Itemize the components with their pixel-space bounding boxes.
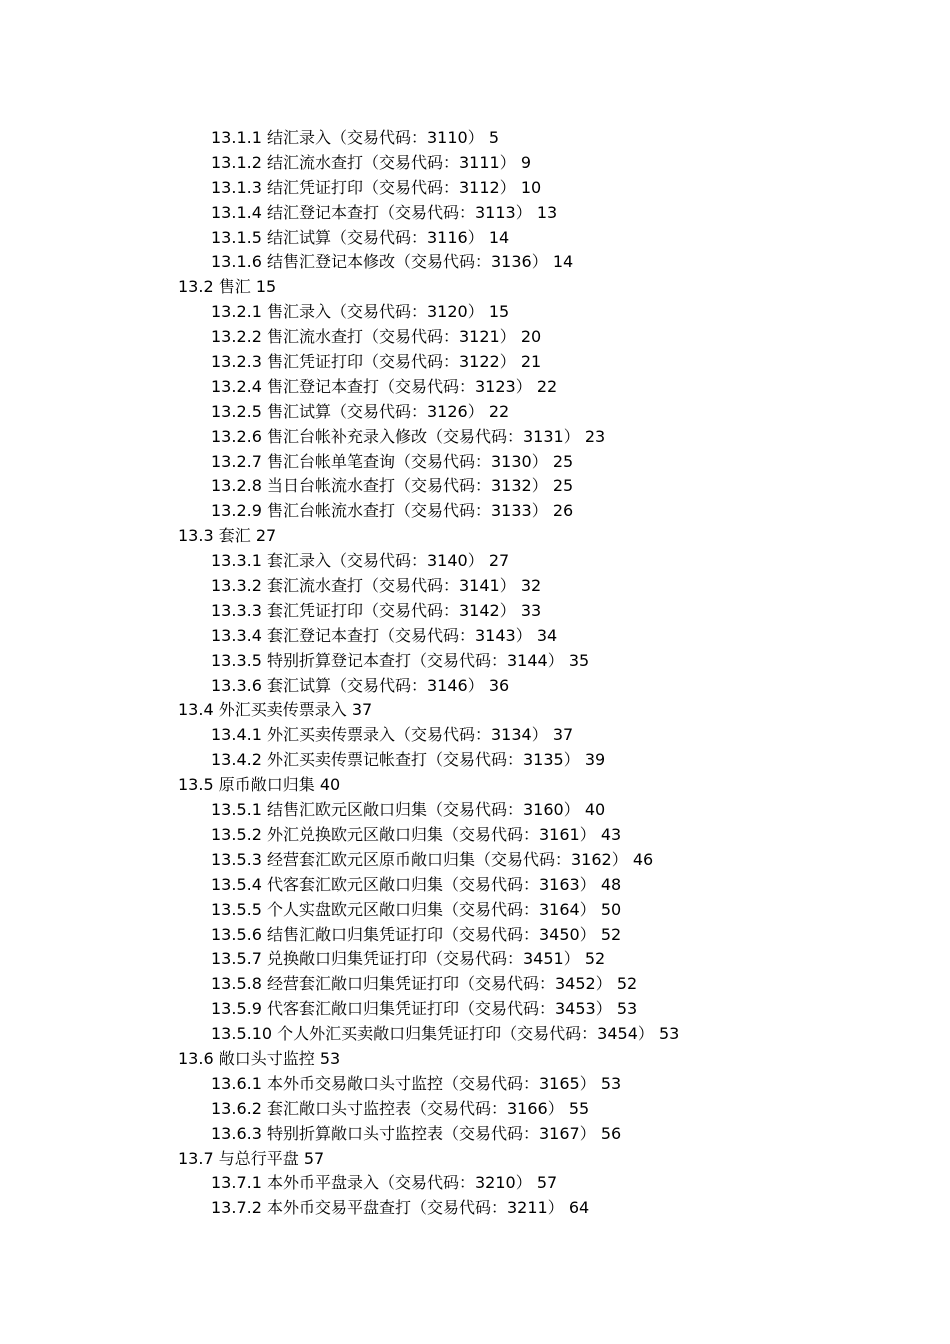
toc-entry-title: 套汇录入（交易代码：3140） [266,551,484,571]
toc-entry-page: 52 [584,949,606,969]
toc-entry-title: 外汇买卖传票录入（交易代码：3134） [266,725,548,745]
toc-subsection-entry[interactable] [0,574,679,599]
toc-entry-page: 14 [488,227,510,247]
toc-entry-page: 37 [351,700,373,720]
toc-entry-number: 13.6.1 [211,1073,262,1093]
toc-entry-number: 13.4.2 [211,750,262,770]
toc-entry-number: 13.5.3 [211,849,262,869]
toc-entry-number: 13.6.3 [211,1123,262,1143]
toc-section-entry[interactable] [0,1147,679,1172]
toc-entry-page: 15 [255,277,277,297]
toc-entry-page: 39 [584,750,606,770]
toc-entry-title: 兑换敞口归集凭证打印（交易代码：3451） [266,949,580,969]
toc-entry-number: 13.5.6 [211,924,262,944]
toc-subsection-entry[interactable] [0,997,679,1022]
toc-entry-title: 当日台帐流水查打（交易代码：3132） [266,476,548,496]
toc-entry-title: 结汇试算（交易代码：3116） [266,227,484,247]
toc-entry-number: 13.5.1 [211,800,262,820]
toc-entry-number: 13.1.6 [211,252,262,272]
toc-entry-page: 46 [632,849,654,869]
toc-entry-page: 25 [552,476,574,496]
toc-entry-page: 14 [552,252,574,272]
toc-entry-title: 套汇登记本查打（交易代码：3143） [266,625,532,645]
toc-entry-page: 43 [600,824,622,844]
toc-entry-title: 外汇兑换欧元区敞口归集（交易代码：3161） [266,824,596,844]
toc-entry-page: 26 [552,501,574,521]
toc-entry-number: 13.2.9 [211,501,262,521]
toc-entry-title: 售汇登记本查打（交易代码：3123） [266,376,532,396]
toc-entry-title: 代客套汇欧元区敞口归集（交易代码：3163） [266,874,596,894]
toc-entry-page: 57 [536,1173,558,1193]
toc-entry-page: 13 [536,202,558,222]
toc-entry-page: 52 [616,974,638,994]
toc-entry-page: 40 [584,800,606,820]
toc-subsection-entry[interactable] [0,649,679,674]
toc-entry-page: 40 [319,775,341,795]
toc-entry-number: 13.5.5 [211,899,262,919]
toc-entry-number: 13.2.4 [211,376,262,396]
toc-subsection-entry[interactable] [0,873,679,898]
toc-entry-page: 53 [616,999,638,1019]
toc-entry-title: 套汇流水查打（交易代码：3141） [266,576,516,596]
toc-entry-page: 36 [488,675,510,695]
toc-subsection-entry[interactable] [0,226,679,251]
toc-subsection-entry[interactable] [0,325,679,350]
toc-entry-title: 经营套汇敞口归集凭证打印（交易代码：3452） [266,974,612,994]
toc-entry-number: 13.2.2 [211,327,262,347]
toc-subsection-entry[interactable] [0,126,679,151]
toc-entry-title: 本外币交易平盘查打（交易代码：3211） [266,1198,564,1218]
toc-entry-number: 13.1.2 [211,152,262,172]
toc-entry-title: 售汇流水查打（交易代码：3121） [266,327,516,347]
toc-entry-title: 特别折算敞口头寸监控表（交易代码：3167） [266,1123,596,1143]
toc-subsection-entry[interactable] [0,1122,679,1147]
toc-entry-title: 售汇录入（交易代码：3120） [266,302,484,322]
toc-section-entry[interactable] [0,524,679,549]
toc-entry-number: 13.2.7 [211,451,262,471]
toc-section-entry[interactable] [0,1047,679,1072]
toc-entry-number: 13.7.2 [211,1198,262,1218]
toc-entry-title: 外汇买卖传票录入 [218,700,347,720]
toc-entry-title: 原币敞口归集 [218,775,315,795]
toc-entry-page: 23 [584,426,606,446]
toc-subsection-entry[interactable] [0,450,679,475]
toc-entry-page: 52 [600,924,622,944]
toc-entry-page: 50 [600,899,622,919]
toc-entry-title: 特别折算登记本查打（交易代码：3144） [266,650,564,670]
toc-entry-number: 13.7.1 [211,1173,262,1193]
toc-subsection-entry[interactable] [0,1097,679,1122]
toc-subsection-entry[interactable] [0,151,679,176]
toc-entry-title: 结汇录入（交易代码：3110） [266,128,484,147]
toc-entry-page: 25 [552,451,574,471]
toc-subsection-entry[interactable] [0,250,679,275]
toc-entry-number: 13.3.1 [211,551,262,571]
toc-entry-title: 经营套汇欧元区原币敞口归集（交易代码：3162） [266,849,628,869]
toc-entry-number: 13.1.4 [211,202,262,222]
toc-entry-page: 37 [552,725,574,745]
toc-subsection-entry[interactable] [0,201,679,226]
toc-subsection-entry[interactable] [0,723,679,748]
toc-entry-title: 代客套汇敞口归集凭证打印（交易代码：3453） [266,999,612,1019]
toc-entry-page: 55 [568,1098,590,1118]
toc-subsection-entry[interactable] [0,375,679,400]
toc-entry-page: 15 [488,302,510,322]
toc-entry-page: 9 [520,152,531,172]
toc-subsection-entry[interactable] [0,798,679,823]
toc-entry-number: 13.3.3 [211,600,262,620]
toc-entry-title: 结汇登记本查打（交易代码：3113） [266,202,532,222]
toc-entry-number: 13.4.1 [211,725,262,745]
toc-entry-page: 10 [520,177,542,197]
toc-entry-number: 13.3.5 [211,650,262,670]
toc-entry-number: 13.3.6 [211,675,262,695]
toc-entry-title: 敞口头寸监控 [218,1048,315,1068]
toc-entry-title: 结售汇欧元区敞口归集（交易代码：3160） [266,800,580,820]
toc-entry-title: 个人外汇买卖敞口归集凭证打印（交易代码：3454） [277,1024,654,1044]
toc-entry-number: 13.5 [178,775,214,795]
toc-entry-page: 21 [520,352,542,372]
toc-subsection-entry[interactable] [0,176,679,201]
toc-subsection-entry[interactable] [0,972,679,997]
toc-entry-page: 22 [536,376,558,396]
toc-entry-number: 13.5.10 [211,1024,273,1044]
toc-entry-page: 32 [520,576,542,596]
toc-entry-number: 13.5.4 [211,874,262,894]
toc-subsection-entry[interactable] [0,549,679,574]
toc-entry-page: 53 [600,1073,622,1093]
toc-entry-number: 13.4 [178,700,214,720]
toc-entry-number: 13.6.2 [211,1098,262,1118]
table-of-contents [0,126,679,1221]
toc-subsection-entry[interactable] [0,898,679,923]
toc-entry-title: 与总行平盘 [218,1148,299,1168]
toc-entry-number: 13.2.8 [211,476,262,496]
toc-entry-page: 35 [568,650,590,670]
toc-entry-title: 套汇凭证打印（交易代码：3142） [266,600,516,620]
toc-entry-title: 结汇流水查打（交易代码：3111） [266,152,516,172]
toc-entry-page: 53 [659,1024,680,1044]
toc-subsection-entry[interactable] [0,624,679,649]
toc-entry-title: 本外币平盘录入（交易代码：3210） [266,1173,532,1193]
toc-entry-title: 售汇台帐单笔查询（交易代码：3130） [266,451,548,471]
toc-subsection-entry[interactable] [0,1072,679,1097]
toc-subsection-entry[interactable] [0,748,679,773]
toc-entry-title: 个人实盘欧元区敞口归集（交易代码：3164） [266,899,596,919]
toc-entry-title: 售汇凭证打印（交易代码：3122） [266,352,516,372]
toc-entry-number: 13.2.6 [211,426,262,446]
toc-entry-title: 套汇试算（交易代码：3146） [266,675,484,695]
toc-entry-title: 套汇敞口头寸监控表（交易代码：3166） [266,1098,564,1118]
toc-entry-number: 13.2.1 [211,302,262,322]
toc-entry-title: 结售汇登记本修改（交易代码：3136） [266,252,548,272]
toc-section-entry[interactable] [0,773,679,798]
toc-entry-page: 56 [600,1123,622,1143]
toc-entry-title: 售汇试算（交易代码：3126） [266,401,484,421]
toc-entry-number: 13.1.5 [211,227,262,247]
toc-entry-page: 34 [536,625,558,645]
toc-entry-page: 22 [488,401,510,421]
toc-subsection-entry[interactable] [0,300,679,325]
toc-subsection-entry[interactable] [0,674,679,699]
toc-entry-number: 13.1.1 [211,128,262,147]
toc-subsection-entry[interactable] [0,923,679,948]
toc-subsection-entry[interactable] [0,1196,679,1221]
toc-entry-title: 本外币交易敞口头寸监控（交易代码：3165） [266,1073,596,1093]
toc-entry-number: 13.5.8 [211,974,262,994]
toc-entry-title: 套汇 [218,526,251,546]
toc-subsection-entry[interactable] [0,425,679,450]
toc-entry-number: 13.5.9 [211,999,262,1019]
toc-entry-title: 售汇台帐补充录入修改（交易代码：3131） [266,426,580,446]
toc-entry-page: 53 [319,1048,341,1068]
toc-subsection-entry[interactable] [0,350,679,375]
toc-subsection-entry[interactable] [0,499,679,524]
toc-subsection-entry[interactable] [0,1022,679,1047]
toc-entry-page: 27 [488,551,510,571]
toc-entry-page: 27 [255,526,277,546]
toc-entry-page: 5 [488,128,499,147]
toc-entry-page: 48 [600,874,622,894]
toc-subsection-entry[interactable] [0,848,679,873]
toc-entry-number: 13.3.4 [211,625,262,645]
toc-section-entry[interactable] [0,698,679,723]
toc-entry-number: 13.7 [178,1148,214,1168]
toc-entry-number: 13.1.3 [211,177,262,197]
toc-entry-title: 结售汇敞口归集凭证打印（交易代码：3450） [266,924,596,944]
toc-entry-number: 13.3.2 [211,576,262,596]
toc-entry-title: 售汇台帐流水查打（交易代码：3133） [266,501,548,521]
toc-entry-number: 13.2 [178,277,214,297]
toc-section-entry[interactable] [0,275,679,300]
toc-subsection-entry[interactable] [0,474,679,499]
toc-entry-number: 13.2.3 [211,352,262,372]
toc-entry-page: 20 [520,327,542,347]
toc-entry-title: 外汇买卖传票记帐查打（交易代码：3135） [266,750,580,770]
toc-subsection-entry[interactable] [0,400,679,425]
toc-entry-page: 64 [568,1198,590,1218]
toc-entry-number: 13.5.2 [211,824,262,844]
toc-entry-page: 57 [303,1148,325,1168]
toc-subsection-entry[interactable] [0,599,679,624]
toc-entry-title: 售汇 [218,277,251,297]
toc-subsection-entry[interactable] [0,1171,679,1196]
toc-subsection-entry[interactable] [0,823,679,848]
toc-entry-number: 13.3 [178,526,214,546]
toc-entry-title: 结汇凭证打印（交易代码：3112） [266,177,516,197]
toc-entry-number: 13.5.7 [211,949,262,969]
toc-entry-number: 13.2.5 [211,401,262,421]
toc-entry-page: 33 [520,600,542,620]
toc-subsection-entry[interactable] [0,947,679,972]
toc-entry-number: 13.6 [178,1048,214,1068]
